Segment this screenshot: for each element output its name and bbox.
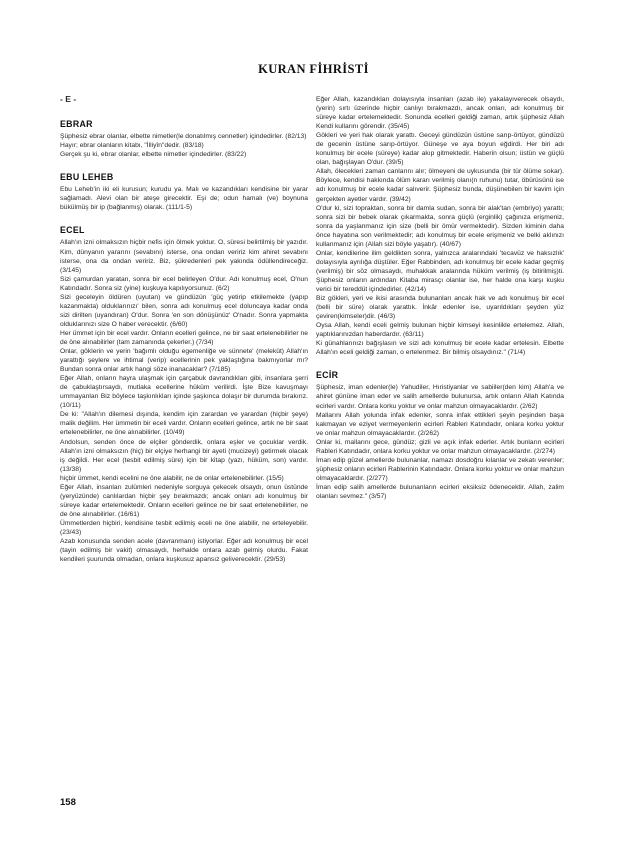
entry: Sizi çamurdan yaratan, sonra bir ecel belirleyen O'dur. Adı konulmuş ecel, O'nun Katındadır. Sonra siz (yine) kuşkuya kapılıyorsunuz. (6/2) [60, 275, 308, 292]
section-heading-ebu-leheb: EBU LEHEB [60, 172, 114, 183]
entry: Ümmetlerden hiçbiri, kendisine tesbit edilmiş eceli ne öne alabilir, ne erteleyebilir. (23/43) [60, 519, 308, 536]
entry: Gökleri ve yeri hak olarak yarattı. Geceyi gündüzün üstüne sarıp-örtüyor, gündüzü de gecenin üstüne sarıp-örtüyor. Güneşe ve aya boyun eğdirdi. Her biri adı konulmuş bir ecele (süreye) kadar akıp gitmektedir. Haberin olsun; üstün ve güçlü olan, bağışlayan O'dur. (39/5) [316, 132, 564, 167]
entry: hiçbir ümmet, kendi ecelini ne öne alabilir, ne de onlar ertelenebilirler. (15/5) [60, 474, 284, 482]
entry: Oysa Allah, kendi eceli gelmiş bulunan hiçbir kimseyi kesinlikle ertelemez. Allah, yaptıklarınızdan haberdardır. (63/11) [316, 322, 564, 339]
entry: Onlar, göklerin ve yerin 'bağımlı olduğu egemenliğe ve sünnete' (melekût) Allah'ın yarattığı şeylere ve ihtimal (verip) ecellerinin pek yaklaştığına bakmıyorlar mı? Bundan sonra onlar artık hangi söze inanacaklar? (7/185) [60, 348, 308, 374]
entry: Allah, ölecekleri zaman canlarını alır; ölmeyeni de uykusunda (bir tür ölüme sokar). Böylece, kendisi hakkında ölüm kararı verilmiş olanı(n ruhunu) tutar, öbürüsünü ise adı konulmuş bir ecele kadar salıverir. Şüphesiz bunda, düşünebilen bir kavim için gerçekten ayetler vardır. (39/42) [316, 168, 564, 203]
section-heading-ecir: ECİR [316, 370, 339, 381]
section-heading-ebrar: EBRAR [60, 119, 93, 130]
entry: Onlar, kendilerine ilim geldikten sonra, yalnızca aralarındaki 'tecavüz ve haksızlık' dolayısıyla ayrılığa düştüler. Eğer Rabbinden, adı konulmuş bir ecele kadar geçmiş (verilmiş) bir söz olmasaydı, muhakkak aralarında hüküm verilmiş (iş bitirilmiş)ti. Şüphesiz onların ardından Kitaba mirasçı olanlar ise, her halde ona karşı kuşku verici bir tereddüt içindedirler. (42/14) [316, 249, 564, 293]
entry: Gerçek şu ki, ebrar olanlar, elbette nimetler içindedirler. (83/22) [60, 151, 247, 159]
entry: Şüphesiz, iman edenler(le) Yahudiler, Hıristiyanlar ve sabiiler(den kim) Allah'a ve ahiret gününe iman eder ve salih amellerde bulunursa, artık onların Allah Katında ecirleri vardır. Onlara korku yoktur ve onlar mahzun olmayacaklardır. (2/62) [316, 384, 564, 410]
entry: De ki: "Allah'ın dilemesi dışında, kendim için zarardan ve yarardan (hiçbir şeye) malik değilim. Her ümmetin bir eceli vardır. Onların ecelleri gelince, artık ne bir saat ertelenebilirler, ne öne alınabilirler. (10/49) [60, 411, 308, 437]
entry: Ebu Leheb'in iki eli kurusun; kurudu ya. Malı ve kazandıkları kendisine bir yarar sağlamadı. Alevi olan bir ateşe girecektir. Eşi de; odun hamalı (ve) boynuna bükülmüş bir ip (bağlanmış) olarak. (111/1-5) [60, 186, 308, 212]
index-letter: - E - [60, 94, 77, 104]
left-column [60, 95, 308, 564]
entry: Hayır; ebrar olanların kitabı, "İlliyîn"dedir. (83/18) [60, 142, 204, 150]
entry: O'dur ki, sizi topraktan, sonra bir damla sudan, sonra bir alak'tan (embriyo) yarattı; sonra sizi bir bebek olarak çıkarmakta, sonra güçlü (erginlik) çağınıza erişmeniz, sonra da yaşlanmanız için size (belli bir ömür vermektedir). Sizden kiminin daha önce hayatına son verilmektedir; adı konulmuş bir ecele erişmeniz ve belki aklınızı kullanmanız için (Allah sizi böyle yaşatır). (40/67) [316, 204, 564, 248]
entry: Onlar ki, mallarını gece, gündüz; gizli ve açık infak ederler. Artık bunların ecirleri Rableri Katındadır, onlara korku yoktur ve onlar mahzun olmayacaklardır. (2/274) [316, 438, 564, 455]
entry: İman edip salih amellerde bulunanların ecirleri eksiksiz ödenecektir. Allah, zalim olanları sevmez." (3/57) [316, 483, 564, 500]
entry: Allah'ın izni olmaksızın hiçbir nefis için ölmek yoktur. O, süresi belirtilmiş bir yazıdır. Kim, dünyanın yararını (sevabını) isterse, ona ondan veririz kim ahiret sevabını isterse, ona da ondan veririz. Biz, şükredenleri pek yakında ödüllendireceğiz. (3/145) [60, 239, 308, 274]
entry: Azab konusunda senden acele (davranmanı) istiyorlar. Eğer adı konulmuş bir ecel (tayin edilmiş bir vakit) olmasaydı, herhalde onlara azab gelmiş olurdu. Fakat kendileri şuurunda olmadan, onlara kuşkusuz apansız geliverecektir. (29/53) [60, 538, 308, 564]
entry: Her ümmet için bir ecel vardır. Onların ecelleri gelince, ne bir saat ertelenebilirler ne de öne alınabilirler (tam zamanında çekerler.) (7/34) [60, 329, 308, 346]
entry: Eğer Allah, insanları zulümleri nedeniyle sorguya çekecek olsaydı, onun üstünde (yeryüzünde) canlılardan hiçbir şey bırakmazdı; ancak onları adı konulmuş bir süreye kadar ertelemektedir. Onların ecelleri gelince ne bir saat ertelenebilirler, ne de öne alınabilirler. (16/61) [60, 483, 308, 518]
entry: Şüphesiz ebrar olanlar, elbette nimetler(le donatılmış cennetler) içindedirler. (82/13) [60, 133, 307, 141]
entry: Andolsun, senden önce de elçiler gönderdik, onlara eşler ve çocuklar verdik. Allah'ın izni olmaksızın (hiç) bir elçiye herhangi bir ayeti (mucizeyi) getirmek olacak iş değildi. Her ecel (tesbit edilmiş süre) için bir kitap (yazı, hüküm, son) vardır. (13/38) [60, 438, 308, 473]
entry: Eğer Allah, kazandıkları dolayısıyla insanları (azab ile) yakalayıverecek olsaydı, (yerin) sırtı üzerinde hiçbir canlıyı bırakmazdı, ancak onları, adı konulmuş bir süreye kadar ertelemektedir. Sonunda ecelleri geldiği zaman, artık şüphesiz Allah Kendi kullarını görendir. (35/45) [316, 96, 564, 131]
page-title: KURAN FİHRİSTİ [258, 62, 369, 76]
page-number: 158 [60, 797, 76, 808]
entry: İman edip güzel amellerde bulunanlar, namazı dosdoğru kılanlar ve zekatı verenler; şüphesiz onların ecirleri Rablerinin Katındadır. Onlara korku yoktur ve onlar mahzun olmayacaklardır. (2/277) [316, 456, 564, 482]
entry: Mallarını Allah yolunda infak edenler, sonra infak ettikleri şeyin peşinden başa kakmayan ve eziyet vermeyenlerin ecirleri Rableri Katındadır, onlara korku yoktur ve onlar mahzun olmayacaklardır. (2/262) [316, 411, 564, 437]
entry: Eğer Allah, onların hayra ulaşmak için çarçabuk davrandıkları gibi, insanlara şerri de çabuklaştırsaydı, mutlaka ecellerine hüküm verilirdi. İşte Bize kavuşmayı ummayanları Biz böylece taşkınlıkları içinde şaşkınca dolaşır bir durumda bırakırız. (10/11) [60, 375, 308, 410]
section-heading-ecel: ECEL [60, 225, 85, 236]
entry: Sizi geceleyin öldüren (uyutan) ve gündüzün 'güç yetirip etkilemekte (yapıp kazanmakta) olduklarınızı' bilen, sonra adı konulmuş ecel doluncaya kadar onda sizi dirilten (uyandıran) O'dur. Sonra 'en son dönüşünüz' O'nadır. Sonra yapmakta olduklarınızı size O haber verecektir. (6/60) [60, 293, 308, 328]
entry: Biz gökleri, yeri ve ikisi arasında bulunanları ancak hak ve adı konulmuş bir ecel (belli bir süre) olarak yarattık. İnkâr edenler ise, uyarıldıkları şeyden yüz çeviren(kimseler)dir. (46/3) [316, 295, 564, 321]
right-column [316, 95, 564, 501]
entry: Ki günahlarınızı bağışlasın ve sizi adı konulmuş bir ecele kadar ertelesin. Elbette Allah'ın eceli geldiği zaman, o ertelenmez. Bir bilmiş olsaydınız." (71/4) [316, 340, 564, 357]
